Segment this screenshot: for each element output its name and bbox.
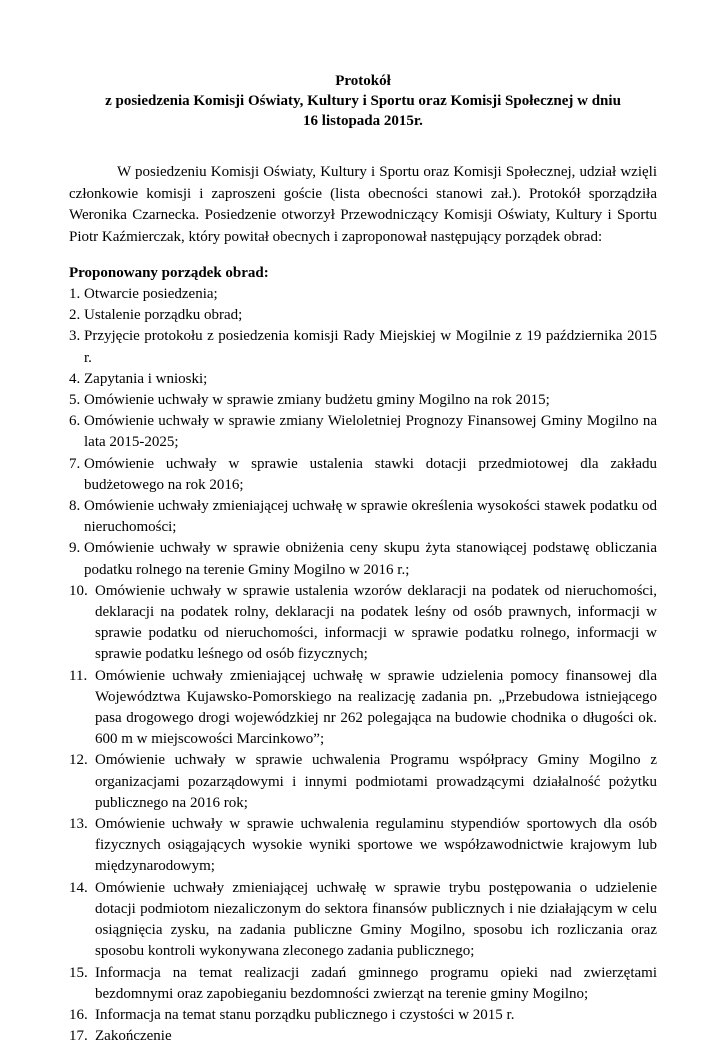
agenda-item-number: 17. — [69, 1028, 88, 1045]
agenda-item — [69, 538, 657, 580]
agenda-item-number: 9. — [69, 540, 81, 557]
agenda-item-text: Otwarcie posiedzenia; — [84, 286, 218, 302]
intro-paragraph: W posiedzeniu Komisji Oświaty, Kultury i Sportu oraz Komisji Społecznej, udział wzięli członkowie komisji i zaproszeni goście (lista obecności stanowi zał.). Protokół sporządziła Weronika Czarnecka. Posiedzenie otworzył Przewodniczący Komisji Oświaty, Kultury i Sportu Piotr Kaźmierczak, który powitał obecnych i zaproponował następujący porządek obrad: — [69, 164, 657, 245]
agenda-item — [69, 390, 657, 411]
intro-paragraph-block — [69, 162, 657, 248]
agenda-item-number: 14. — [69, 879, 88, 896]
agenda-item-number: 13. — [69, 816, 88, 833]
agenda-item — [69, 963, 657, 1005]
agenda-item — [69, 369, 657, 390]
agenda-item-text: Omówienie uchwały w sprawie ustalenia stawki dotacji przedmiotowej dla zakładu budżetowego na rok 2016; — [84, 455, 657, 493]
agenda-item-number: 12. — [69, 752, 88, 769]
agenda-list — [69, 284, 657, 1047]
agenda-item-text: Omówienie uchwały w sprawie obniżenia ceny skupu żyta stanowiącej podstawę obliczania podatku rolnego na terenie Gminy Mogilno w 2016 r.; — [84, 540, 657, 578]
agenda-item-text: Informacja na temat stanu porządku publicznego i czystości w 2015 r. — [95, 1006, 515, 1023]
agenda-item-number: 1. — [69, 286, 81, 302]
document-date: 16 listopada 2015r. — [303, 113, 423, 129]
agenda-item-number: 10. — [69, 582, 88, 599]
agenda-item-text: Informacja na temat realizacji zadań gminnego programu opieki nad zwierzętami bezdomnymi oraz zapobieganiu bezdomności zwierząt na terenie gminy Mogilno; — [95, 964, 657, 1002]
agenda-item — [69, 411, 657, 453]
agenda-item — [69, 878, 657, 963]
agenda-heading: Proponowany porządek obrad: — [69, 265, 269, 281]
agenda-item — [69, 305, 657, 326]
agenda-item-number: 5. — [69, 392, 81, 409]
agenda-item — [69, 496, 657, 538]
agenda-item — [69, 666, 657, 751]
agenda-item-text: Ustalenie porządku obrad; — [84, 307, 243, 324]
agenda-item-number: 3. — [69, 328, 81, 345]
agenda-item — [69, 814, 657, 878]
agenda-item — [69, 454, 657, 496]
agenda-item — [69, 581, 657, 666]
agenda-item-text: Zapytania i wnioski; — [84, 370, 208, 387]
agenda-item-number: 15. — [69, 964, 88, 981]
agenda-item-text: Zakończenie — [95, 1028, 172, 1045]
agenda-item-text: Przyjęcie protokołu z posiedzenia komisji Rady Miejskiej w Mogilnie z 19 października 2015 r. — [84, 328, 657, 366]
agenda-item-number: 16. — [69, 1006, 88, 1023]
agenda-item-text: Omówienie uchwały w sprawie uchwalenia regulaminu stypendiów sportowych dla osób fizycznych osiągających wysokie wyniki sportowe we współzawodnictwie krajowym lub międzynarodowym; — [95, 816, 657, 875]
document-subtitle: z posiedzenia Komisji Oświaty, Kultury i Sportu oraz Komisji Społecznej w dniu — [105, 93, 621, 109]
agenda-item — [69, 1005, 657, 1026]
agenda-item-text: Omówienie uchwały w sprawie ustalenia wzorów deklaracji na podatek od nieruchomości, deklaracji na podatek rolny, deklaracji na podatek leśny od osób prawnych, informacji w sprawie podatku od nieruchomości, informacji w sprawie podatku rolnego, informacji w sprawie podatku leśnego od osób fizycznych; — [95, 582, 657, 663]
agenda-item-number: 2. — [69, 307, 81, 324]
agenda-item — [69, 284, 657, 305]
agenda-item-number: 4. — [69, 370, 81, 387]
agenda-item — [69, 1026, 657, 1047]
agenda-item-text: Omówienie uchwały zmieniającej uchwałę w sprawie trybu postępowania o udzielenie dotacji podmiotom niezaliczonym do sektora finansów publicznych i nie działającym w celu osiągnięcia zysku, na zadania publiczne Gminy Mogilno, sposobu ich rozliczania oraz sposobu kontroli wykonywana zleconego zadania publicznego; — [95, 879, 657, 960]
agenda-item-text: Omówienie uchwały zmieniającej uchwałę w sprawie udzielenia pomocy finansowej dla Województwa Kujawsko-Pomorskiego na realizację zadania pn. „Przebudowa istniejącego pasa drogowego drogi wojewódzkiej nr 262 polegająca na budowie chodnika o długości ok. 600 m w miejscowości Marcinkowo”; — [95, 667, 657, 748]
agenda-item-text: Omówienie uchwały zmieniającej uchwałę w sprawie określenia wysokości stawek podatku od nieruchomości; — [84, 498, 657, 536]
agenda-item — [69, 750, 657, 814]
agenda-item — [69, 326, 657, 368]
agenda-item-number: 6. — [69, 413, 81, 430]
agenda-item-text: Omówienie uchwały w sprawie zmiany Wieloletniej Prognozy Finansowej Gminy Mogilno na lata 2015-2025; — [84, 413, 657, 451]
agenda-item-number: 11. — [69, 667, 88, 684]
agenda-item-text: Omówienie uchwały w sprawie zmiany budżetu gminy Mogilno na rok 2015; — [84, 392, 550, 409]
agenda-item-text: Omówienie uchwały w sprawie uchwalenia Programu współpracy Gminy Mogilno z organizacjami pozarządowymi i innymi podmiotami prowadzącymi działalność pożytku publicznego na 2016 rok; — [95, 752, 657, 811]
document-title: Protokół — [335, 73, 391, 89]
agenda-item-number: 8. — [69, 498, 81, 515]
document-header — [69, 71, 657, 131]
agenda-item-number: 7. — [69, 455, 81, 472]
